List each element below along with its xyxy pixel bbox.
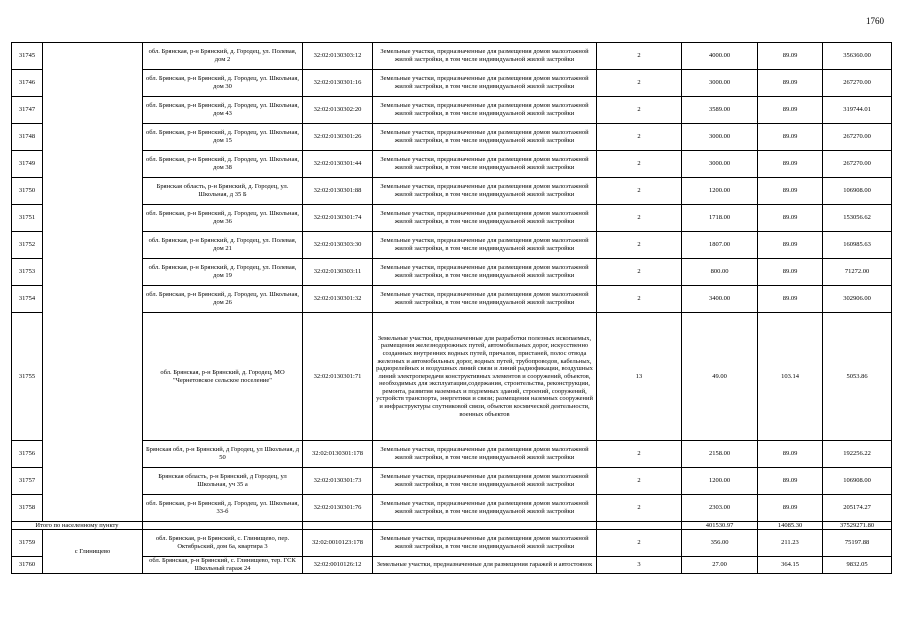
row-cadastral-value: 153056.62: [823, 205, 892, 232]
row-id: 31751: [12, 205, 43, 232]
row-area: 3000.00: [682, 151, 758, 178]
row-cadastral-number: 32:02:0130301:76: [303, 495, 373, 522]
row-id: 31756: [12, 441, 43, 468]
row-area: 1200.00: [682, 178, 758, 205]
table-row: [12, 495, 892, 522]
total-label: Итого по населенному пункту: [12, 522, 143, 530]
row-specific-value: 89.09: [758, 205, 823, 232]
table-row: [12, 441, 892, 468]
row-cadastral-value: 267270.00: [823, 151, 892, 178]
row-address: обл. Брянская, р-н Брянский, д. Городец, ул. Школьная, дом 26: [143, 286, 303, 313]
row-specific-value: 211.23: [758, 530, 823, 557]
table-row: [12, 313, 892, 441]
row-address: обл. Брянская, р-н Брянский, д. Городец, ул. Школьная, дом 38: [143, 151, 303, 178]
row-area: 2158.00: [682, 441, 758, 468]
total-area: 401530.97: [682, 522, 758, 530]
row-cadastral-value: 319744.01: [823, 97, 892, 124]
row-cadastral-value: 302906.00: [823, 286, 892, 313]
row-land-use: Земельные участки, предназначенные для размещения домов малоэтажной жилой застройки, в том числе индивидуальной жилой застройки: [373, 151, 597, 178]
row-specific-value: 103.14: [758, 313, 823, 441]
table-row: [12, 557, 892, 574]
table-row: [12, 232, 892, 259]
row-id: 31752: [12, 232, 43, 259]
row-cadastral-number: 32:02:0130301:71: [303, 313, 373, 441]
row-address: обл. Брянская, р-н Брянский, д. Городец, ул. Школьная, 33-б: [143, 495, 303, 522]
row-cadastral-number: 32:02:0130301:32: [303, 286, 373, 313]
row-id: 31753: [12, 259, 43, 286]
row-id: 31745: [12, 43, 43, 70]
table-row: [12, 286, 892, 313]
page-number: 1760: [866, 16, 884, 26]
row-land-use: Земельные участки, предназначенные для разработки полезных ископаемых, размещения железнодорожных путей, автомобильных дорог, искусственно созданных внутренних водных путей, причалов, пристаней, полос отвода железных и автомобильных дорог, водных путей, трубопроводов, кабельных, радиорелейных и воздушных линий связи и линий радиофикации, воздушных линий электропередачи конструктивных элементов и сооружений, объектов, необходимых для эксплуатации,содержания, строительства, реконструкции, ремонта, развития наземных и подземных зданий, строений, сооружений, устройств транспорта, энергетики и связи; размещения наземных сооружений и инфраструктуры спутниковой связи, объектов космической деятельности, военных объектов: [373, 313, 597, 441]
row-cadastral-value: 106908.00: [823, 468, 892, 495]
row-area: 49.00: [682, 313, 758, 441]
row-cadastral-number: 32:02:0130301:26: [303, 124, 373, 151]
row-group: 2: [597, 151, 682, 178]
row-specific-value: 89.09: [758, 178, 823, 205]
empty-cell: [303, 522, 373, 530]
row-id: 31746: [12, 70, 43, 97]
row-address: обл. Брянская, р-н Брянский, с. Глинищево, тер. ГСК Школьный гараж 24: [143, 557, 303, 574]
row-cadastral-number: 32:02:0130303:11: [303, 259, 373, 286]
row-area: 1807.00: [682, 232, 758, 259]
row-group: 2: [597, 97, 682, 124]
row-land-use: Земельные участки, предназначенные для размещения домов малоэтажной жилой застройки, в том числе индивидуальной жилой застройки: [373, 178, 597, 205]
row-cadastral-value: 9832.05: [823, 557, 892, 574]
row-address: обл. Брянская, р-н Брянский, д. Городец, ул. Школьная, дом 43: [143, 97, 303, 124]
row-cadastral-value: 205174.27: [823, 495, 892, 522]
empty-cell: [143, 522, 303, 530]
row-specific-value: 89.09: [758, 97, 823, 124]
row-cadastral-number: 32:02:0130303:12: [303, 43, 373, 70]
empty-cell: [373, 522, 597, 530]
table-body: [12, 43, 892, 574]
section-cell: [43, 43, 143, 522]
row-cadastral-number: 32:02:0010123:178: [303, 530, 373, 557]
section-label: с Глинищево: [43, 530, 143, 574]
row-specific-value: 89.09: [758, 124, 823, 151]
row-group: 2: [597, 468, 682, 495]
row-id: 31758: [12, 495, 43, 522]
row-id: 31747: [12, 97, 43, 124]
row-cadastral-value: 5053.86: [823, 313, 892, 441]
row-id: 31757: [12, 468, 43, 495]
table-row: [12, 124, 892, 151]
row-id: 31749: [12, 151, 43, 178]
row-cadastral-number: 32:02:0130301:44: [303, 151, 373, 178]
row-group: 2: [597, 178, 682, 205]
row-cadastral-value: 71272.00: [823, 259, 892, 286]
table-row: [12, 468, 892, 495]
row-group: 3: [597, 557, 682, 574]
total-cadastral-value: 37529271.80: [823, 522, 892, 530]
row-group: 2: [597, 205, 682, 232]
table-row: [12, 43, 892, 70]
row-id: 31755: [12, 313, 43, 441]
table-row: [12, 205, 892, 232]
row-specific-value: 89.09: [758, 468, 823, 495]
row-area: 4000.00: [682, 43, 758, 70]
row-group: 2: [597, 124, 682, 151]
table-row: [12, 259, 892, 286]
row-cadastral-value: 75197.88: [823, 530, 892, 557]
table-row: [12, 97, 892, 124]
row-id: 31748: [12, 124, 43, 151]
row-cadastral-value: 267270.00: [823, 124, 892, 151]
row-cadastral-value: 106908.00: [823, 178, 892, 205]
row-land-use: Земельные участки, предназначенные для размещения домов малоэтажной жилой застройки, в том числе индивидуальной жилой застройки: [373, 70, 597, 97]
table-row: [12, 178, 892, 205]
row-group: 2: [597, 70, 682, 97]
row-address: обл. Брянская, р-н Брянский, д. Городец, ул. Полевая, дом 21: [143, 232, 303, 259]
row-specific-value: 89.09: [758, 70, 823, 97]
total-specific-value: 14085.30: [758, 522, 823, 530]
row-land-use: Земельные участки, предназначенные для размещения домов малоэтажной жилой застройки, в том числе индивидуальной жилой застройки: [373, 124, 597, 151]
row-area: 1718.00: [682, 205, 758, 232]
row-specific-value: 89.09: [758, 43, 823, 70]
row-land-use: Земельные участки, предназначенные для размещения домов малоэтажной жилой застройки, в том числе индивидуальной жилой застройки: [373, 259, 597, 286]
row-land-use: Земельные участки, предназначенные для размещения домов малоэтажной жилой застройки, в том числе индивидуальной жилой застройки: [373, 441, 597, 468]
row-land-use: Земельные участки, предназначенные для размещения домов малоэтажной жилой застройки, в том числе индивидуальной жилой застройки: [373, 232, 597, 259]
row-address: обл. Брянская, р-н Брянский, д. Городец, ул. Школьная, дом 30: [143, 70, 303, 97]
row-address: обл. Брянская, р-н Брянский, д. Городец, МО "Чернетовское сельское поселение": [143, 313, 303, 441]
row-address: обл. Брянская, р-н Брянский, с. Глинищево, пер. Октябрьский, дом 6а, квартира 3: [143, 530, 303, 557]
row-cadastral-number: 32:02:0130301:73: [303, 468, 373, 495]
row-address: Брянская область, р-н Брянский, д. Городец, ул. Школьная, д 35 Б: [143, 178, 303, 205]
row-address: обл. Брянская, р-н Брянский, д. Городец, ул. Полевая, дом 2: [143, 43, 303, 70]
row-address: обл. Брянская, р-н Брянский, д. Городец, ул. Школьная, дом 15: [143, 124, 303, 151]
empty-cell: [597, 522, 682, 530]
row-land-use: Земельные участки, предназначенные для размещения домов малоэтажной жилой застройки, в том числе индивидуальной жилой застройки: [373, 286, 597, 313]
row-group: 2: [597, 530, 682, 557]
row-cadastral-value: 356360.00: [823, 43, 892, 70]
row-group: 2: [597, 286, 682, 313]
row-id: 31754: [12, 286, 43, 313]
row-cadastral-number: 32:02:0130303:30: [303, 232, 373, 259]
row-id: 31760: [12, 557, 43, 574]
row-id: 31750: [12, 178, 43, 205]
row-specific-value: 89.09: [758, 259, 823, 286]
row-address: Брянская область, р-н Брянский, д Городец, ул Школьная, уч 35 а: [143, 468, 303, 495]
row-cadastral-number: 32:02:0130302:20: [303, 97, 373, 124]
row-id: 31759: [12, 530, 43, 557]
row-group: 2: [597, 441, 682, 468]
row-group: 2: [597, 495, 682, 522]
row-area: 2303.00: [682, 495, 758, 522]
row-group: 2: [597, 43, 682, 70]
row-cadastral-value: 267270.00: [823, 70, 892, 97]
row-land-use: Земельные участки, предназначенные для размещения домов малоэтажной жилой застройки, в том числе индивидуальной жилой застройки: [373, 468, 597, 495]
row-specific-value: 364.15: [758, 557, 823, 574]
row-area: 3589.00: [682, 97, 758, 124]
row-cadastral-value: 192256.22: [823, 441, 892, 468]
row-specific-value: 89.09: [758, 495, 823, 522]
row-cadastral-number: 32:02:0010126:12: [303, 557, 373, 574]
row-group: 13: [597, 313, 682, 441]
row-specific-value: 89.09: [758, 286, 823, 313]
row-land-use: Земельные участки, предназначенные для размещения домов малоэтажной жилой застройки, в том числе индивидуальной жилой застройки: [373, 205, 597, 232]
row-cadastral-value: 160985.63: [823, 232, 892, 259]
cadastral-table: [11, 42, 892, 574]
row-address: обл. Брянская, р-н Брянский, д. Городец, ул. Школьная, дом 36: [143, 205, 303, 232]
row-specific-value: 89.09: [758, 151, 823, 178]
row-land-use: Земельные участки, предназначенные для размещения домов малоэтажной жилой застройки, в том числе индивидуальной жилой застройки: [373, 530, 597, 557]
row-area: 27.00: [682, 557, 758, 574]
row-cadastral-number: 32:02:0130301:74: [303, 205, 373, 232]
row-cadastral-number: 32:02:0130301:88: [303, 178, 373, 205]
total-row: [12, 522, 892, 530]
row-group: 2: [597, 232, 682, 259]
row-land-use: Земельные участки, предназначенные для размещения домов малоэтажной жилой застройки, в том числе индивидуальной жилой застройки: [373, 495, 597, 522]
row-land-use: Земельные участки, предназначенные для размещения домов малоэтажной жилой застройки, в том числе индивидуальной жилой застройки: [373, 97, 597, 124]
table-row: [12, 530, 892, 557]
row-area: 1200.00: [682, 468, 758, 495]
row-address: обл. Брянская, р-н Брянский, д. Городец, ул. Полевая, дом 19: [143, 259, 303, 286]
row-cadastral-number: 32:02:0130301:16: [303, 70, 373, 97]
row-group: 2: [597, 259, 682, 286]
row-land-use: Земельные участки, предназначенные для размещения гаражей и автостоянок: [373, 557, 597, 574]
row-area: 3000.00: [682, 70, 758, 97]
row-area: 3000.00: [682, 124, 758, 151]
row-area: 356.00: [682, 530, 758, 557]
row-land-use: Земельные участки, предназначенные для размещения домов малоэтажной жилой застройки, в том числе индивидуальной жилой застройки: [373, 43, 597, 70]
row-specific-value: 89.09: [758, 441, 823, 468]
row-area: 3400.00: [682, 286, 758, 313]
row-area: 800.00: [682, 259, 758, 286]
table-row: [12, 151, 892, 178]
row-specific-value: 89.09: [758, 232, 823, 259]
row-address: Брянская обл, р-н Брянский, д Городец, ул Школьная, д 50: [143, 441, 303, 468]
row-cadastral-number: 32:02:0130301:178: [303, 441, 373, 468]
table-row: [12, 70, 892, 97]
